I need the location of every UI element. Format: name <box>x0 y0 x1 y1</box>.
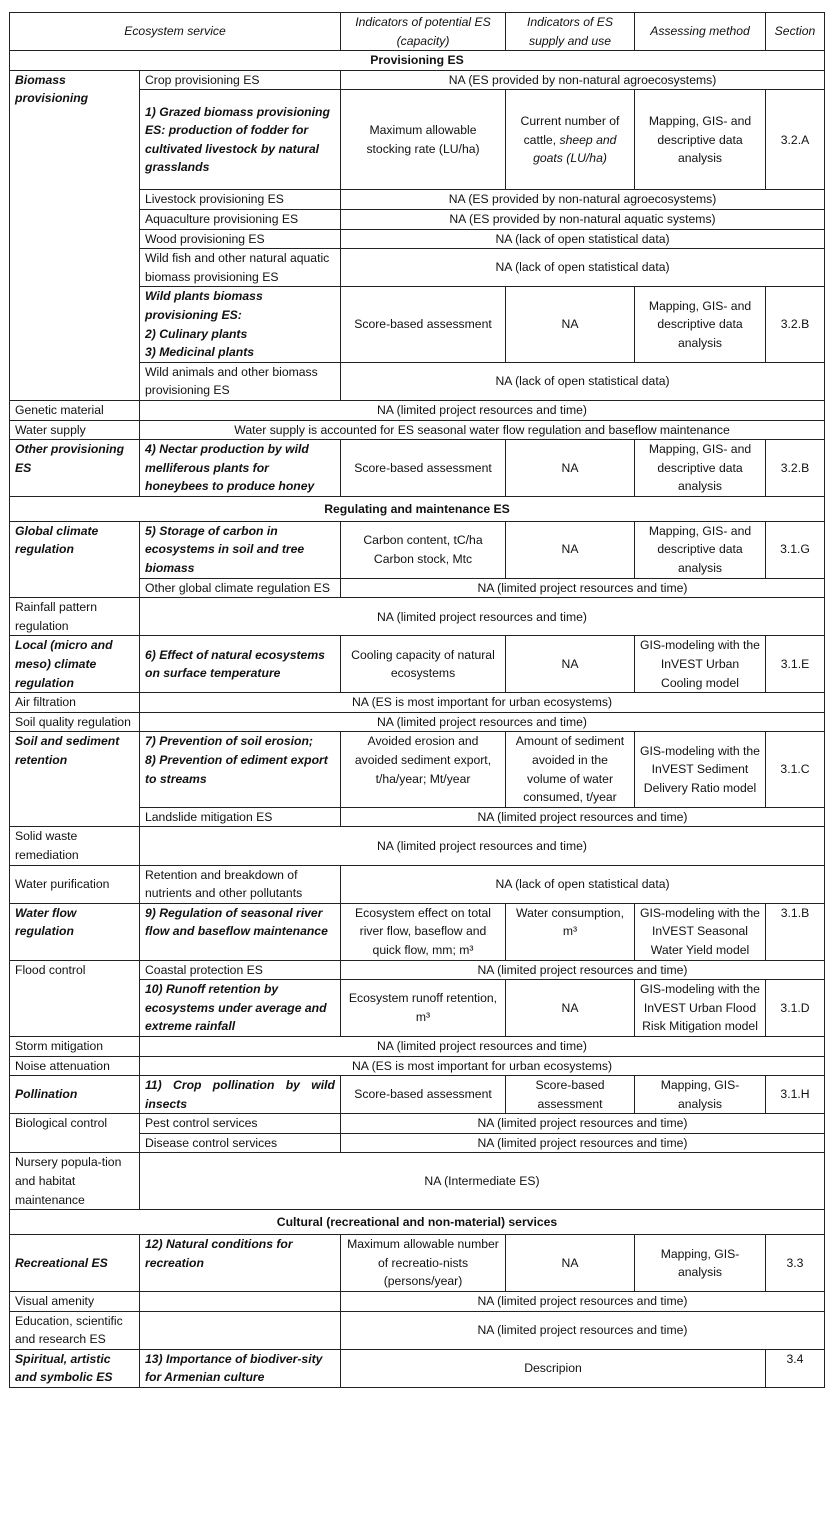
supply-cell: NA <box>506 980 635 1037</box>
category-rainfall: Rainfall pattern regulation <box>10 598 140 636</box>
table-row <box>10 521 825 578</box>
category-water-flow: Water flow regulation <box>10 903 140 960</box>
na-cell: NA (lack of open statistical data) <box>341 249 825 287</box>
service-aquaculture: Aquaculture provisioning ES <box>140 209 341 229</box>
potential-cell: Maximum allowable stocking rate (LU/ha) <box>341 90 506 190</box>
potential-cell: Avoided erosion and avoided sediment export, t/ha/year; Mt/year <box>341 732 506 807</box>
category-solid-waste: Solid waste remediation <box>10 827 140 865</box>
section-cell: 3.1.H <box>766 1076 825 1114</box>
service-wild-plants <box>140 287 341 362</box>
section-cell: 3.2.A <box>766 90 825 190</box>
category-nursery: Nursery popula-tion and habitat maintenance <box>10 1153 140 1210</box>
service-wood: Wood provisioning ES <box>140 229 341 249</box>
table-row <box>10 712 825 732</box>
table-row <box>10 1349 825 1387</box>
category-air: Air filtration <box>10 693 140 713</box>
section-cell: 3.1.G <box>766 521 825 578</box>
category-recreational: Recreational ES <box>10 1235 140 1292</box>
service-carbon: 5) Storage of carbon in ecosystems in soil and tree biomass <box>140 521 341 578</box>
empty-cell <box>140 1292 341 1312</box>
ecosystem-services-table <box>9 12 825 1388</box>
supply-cell <box>506 90 635 190</box>
service-crop: Crop provisioning ES <box>140 70 341 90</box>
na-cell: Water supply is accounted for ES seasonal water flow regulation and baseflow maintenance <box>140 420 825 440</box>
na-cell: NA (lack of open statistical data) <box>341 362 825 400</box>
table-row <box>10 420 825 440</box>
service-grazed: 1) Grazed biomass provisioning ES: production of fodder for cultivated livestock by natural grasslands <box>140 90 341 190</box>
service-disease: Disease control services <box>140 1133 341 1153</box>
table-row <box>10 1235 825 1292</box>
na-cell: NA (limited project resources and time) <box>341 1133 825 1153</box>
supply-cell: NA <box>506 287 635 362</box>
na-cell: NA (limited project resources and time) <box>341 1292 825 1312</box>
service-crop-pollination: 11) Crop pollination by wild insects <box>140 1076 341 1114</box>
table-row <box>10 1311 825 1349</box>
na-cell: NA (lack of open statistical data) <box>341 865 825 903</box>
na-cell: NA (limited project resources and time) <box>140 400 825 420</box>
table-row <box>10 903 825 960</box>
carbon-content: Carbon content, tC/ha <box>363 533 483 548</box>
header-supply-use: Indicators of ES supply and use <box>506 13 635 51</box>
na-cell: NA (limited project resources and time) <box>341 1311 825 1349</box>
supply-cell: Amount of sediment avoided in the volume of water consumed, t/year <box>506 732 635 807</box>
service-wild-fish: Wild fish and other natural aquatic biomass provisioning ES <box>140 249 341 287</box>
method-cell: GIS-modeling with the InVEST Sediment Delivery Ratio model <box>635 732 766 807</box>
description-cell: Descripion <box>341 1349 766 1387</box>
category-soil-quality: Soil quality regulation <box>10 712 140 732</box>
table-row <box>10 70 825 90</box>
potential-cell: Score-based assessment <box>341 440 506 497</box>
section-cell: 3.1.D <box>766 980 825 1037</box>
method-cell: GIS-modeling with the InVEST Urban Cooling model <box>635 636 766 693</box>
table-row <box>10 400 825 420</box>
service-wild-plants-title: Wild plants biomass provisioning ES: <box>145 289 263 322</box>
method-cell: GIS-modeling with the InVEST Seasonal Water Yield model <box>635 903 766 960</box>
category-local-climate: Local (micro and meso) climate regulation <box>10 636 140 693</box>
na-cell: NA (limited project resources and time) <box>341 960 825 980</box>
service-nectar: 4) Nectar production by wild melliferous plants for honeybees to produce honey <box>140 440 341 497</box>
table-row <box>10 1153 825 1210</box>
section-cell: 3.1.C <box>766 732 825 807</box>
category-flood: Flood control <box>10 960 140 1036</box>
service-runoff: 10) Runoff retention by ecosystems under average and extreme rainfall <box>140 980 341 1037</box>
service-pest: Pest control services <box>140 1114 341 1134</box>
na-cell: NA (limited project resources and time) <box>140 1036 825 1056</box>
empty-cell <box>140 1311 341 1349</box>
service-other-global: Other global climate regulation ES <box>140 578 341 598</box>
na-cell: NA (limited project resources and time) <box>341 578 825 598</box>
method-cell: Mapping, GIS- and descriptive data analysis <box>635 521 766 578</box>
method-cell: Mapping, GIS- and descriptive data analysis <box>635 440 766 497</box>
category-storm: Storm mitigation <box>10 1036 140 1056</box>
service-culinary: 2) Culinary plants <box>145 326 248 341</box>
table-row <box>10 598 825 636</box>
category-noise: Noise attenuation <box>10 1056 140 1076</box>
potential-cell: Cooling capacity of natural ecosystems <box>341 636 506 693</box>
na-cell: NA (ES provided by non-natural agroecosystems) <box>341 190 825 210</box>
category-other-provisioning: Other provisioning ES <box>10 440 140 497</box>
service-medicinal: 3) Medicinal plants <box>145 345 255 360</box>
table-row <box>10 732 825 807</box>
table-row <box>10 1292 825 1312</box>
section-row <box>10 496 825 521</box>
category-education: Education, scientific and research ES <box>10 1311 140 1349</box>
potential-cell <box>341 521 506 578</box>
na-cell: NA (ES is most important for urban ecosystems) <box>140 693 825 713</box>
method-cell: GIS-modeling with the InVEST Urban Flood Risk Mitigation model <box>635 980 766 1037</box>
table-row <box>10 1114 825 1134</box>
na-cell: NA (limited project resources and time) <box>341 1114 825 1134</box>
section-regulating: Regulating and maintenance ES <box>10 496 825 521</box>
table-row <box>10 440 825 497</box>
supply-cell: Score-based assessment <box>506 1076 635 1114</box>
supply-cell: Water consumption, m³ <box>506 903 635 960</box>
na-cell: NA (limited project resources and time) <box>140 598 825 636</box>
na-cell: NA (limited project resources and time) <box>140 827 825 865</box>
category-water-supply: Water supply <box>10 420 140 440</box>
service-soil-erosion: 7) Prevention of soil erosion; <box>145 734 313 749</box>
service-cooling: 6) Effect of natural ecosystems on surface temperature <box>140 636 341 693</box>
category-pollination: Pollination <box>10 1076 140 1114</box>
service-wild-animals: Wild animals and other biomass provisioning ES <box>140 362 341 400</box>
na-cell: NA (ES is most important for urban ecosystems) <box>140 1056 825 1076</box>
section-provisioning: Provisioning ES <box>10 51 825 71</box>
section-row <box>10 1210 825 1235</box>
header-row <box>10 13 825 51</box>
supply-cell: NA <box>506 636 635 693</box>
section-cultural: Cultural (recreational and non-material) services <box>10 1210 825 1235</box>
potential-cell: Ecosystem effect on total river flow, baseflow and quick flow, mm; m³ <box>341 903 506 960</box>
category-visual: Visual amenity <box>10 1292 140 1312</box>
section-cell: 3.2.B <box>766 440 825 497</box>
potential-cell: Score-based assessment <box>341 287 506 362</box>
method-cell: Mapping, GIS- and descriptive data analysis <box>635 287 766 362</box>
carbon-stock: Carbon stock, Mtc <box>373 551 473 566</box>
header-section: Section <box>766 13 825 51</box>
method-cell: Mapping, GIS-analysis <box>635 1235 766 1292</box>
service-biodiversity: 13) Importance of biodiver-sity for Armenian culture <box>140 1349 341 1387</box>
category-spiritual: Spiritual, artistic and symbolic ES <box>10 1349 140 1387</box>
service-coastal: Coastal protection ES <box>140 960 341 980</box>
service-livestock: Livestock provisioning ES <box>140 190 341 210</box>
section-cell: 3.1.E <box>766 636 825 693</box>
table-row <box>10 1056 825 1076</box>
category-genetic: Genetic material <box>10 400 140 420</box>
table-row <box>10 865 825 903</box>
table-row <box>10 1076 825 1114</box>
na-cell: NA (ES provided by non-natural agroecosystems) <box>341 70 825 90</box>
category-soil-sediment: Soil and sediment retention <box>10 732 140 827</box>
na-cell: NA (limited project resources and time) <box>140 712 825 732</box>
header-potential: Indicators of potential ES (capacity) <box>341 13 506 51</box>
section-row <box>10 51 825 71</box>
category-biological-control: Biological control <box>10 1114 140 1153</box>
category-water-purification: Water purification <box>10 865 140 903</box>
header-ecosystem-service: Ecosystem service <box>10 13 341 51</box>
service-erosion <box>140 732 341 807</box>
method-cell: Mapping, GIS-analysis <box>635 1076 766 1114</box>
section-cell: 3.2.B <box>766 287 825 362</box>
supply-text: Current number of cattle, <box>520 113 620 147</box>
table-row <box>10 693 825 713</box>
header-method: Assessing method <box>635 13 766 51</box>
service-sediment-export: 8) Prevention of ediment export to streams <box>145 753 328 786</box>
section-cell: 3.3 <box>766 1235 825 1292</box>
service-landslide: Landslide mitigation ES <box>140 807 341 827</box>
supply-cell: NA <box>506 1235 635 1292</box>
category-biomass: Biomass provisioning <box>10 70 140 400</box>
na-cell: NA (lack of open statistical data) <box>341 229 825 249</box>
category-global-climate: Global climate regulation <box>10 521 140 597</box>
potential-cell: Ecosystem runoff retention, m³ <box>341 980 506 1037</box>
section-cell: 3.1.B <box>766 903 825 960</box>
method-cell: Mapping, GIS- and descriptive data analysis <box>635 90 766 190</box>
na-cell: NA (Intermediate ES) <box>140 1153 825 1210</box>
supply-cell: NA <box>506 521 635 578</box>
na-cell: NA (ES provided by non-natural aquatic systems) <box>341 209 825 229</box>
potential-cell: Score-based assessment <box>341 1076 506 1114</box>
section-cell: 3.4 <box>766 1349 825 1387</box>
service-natural-conditions: 12) Natural conditions for recreation <box>140 1235 341 1292</box>
table-row <box>10 960 825 980</box>
table-row <box>10 1036 825 1056</box>
supply-text-italic: sheep and goats (LU/ha) <box>533 132 617 166</box>
table-row <box>10 827 825 865</box>
potential-cell: Maximum allowable number of recreatio-nists (persons/year) <box>341 1235 506 1292</box>
service-nutrients: Retention and breakdown of nutrients and other pollutants <box>140 865 341 903</box>
service-seasonal: 9) Regulation of seasonal river flow and baseflow maintenance <box>140 903 341 960</box>
na-cell: NA (limited project resources and time) <box>341 807 825 827</box>
supply-cell: NA <box>506 440 635 497</box>
table-row <box>10 636 825 693</box>
